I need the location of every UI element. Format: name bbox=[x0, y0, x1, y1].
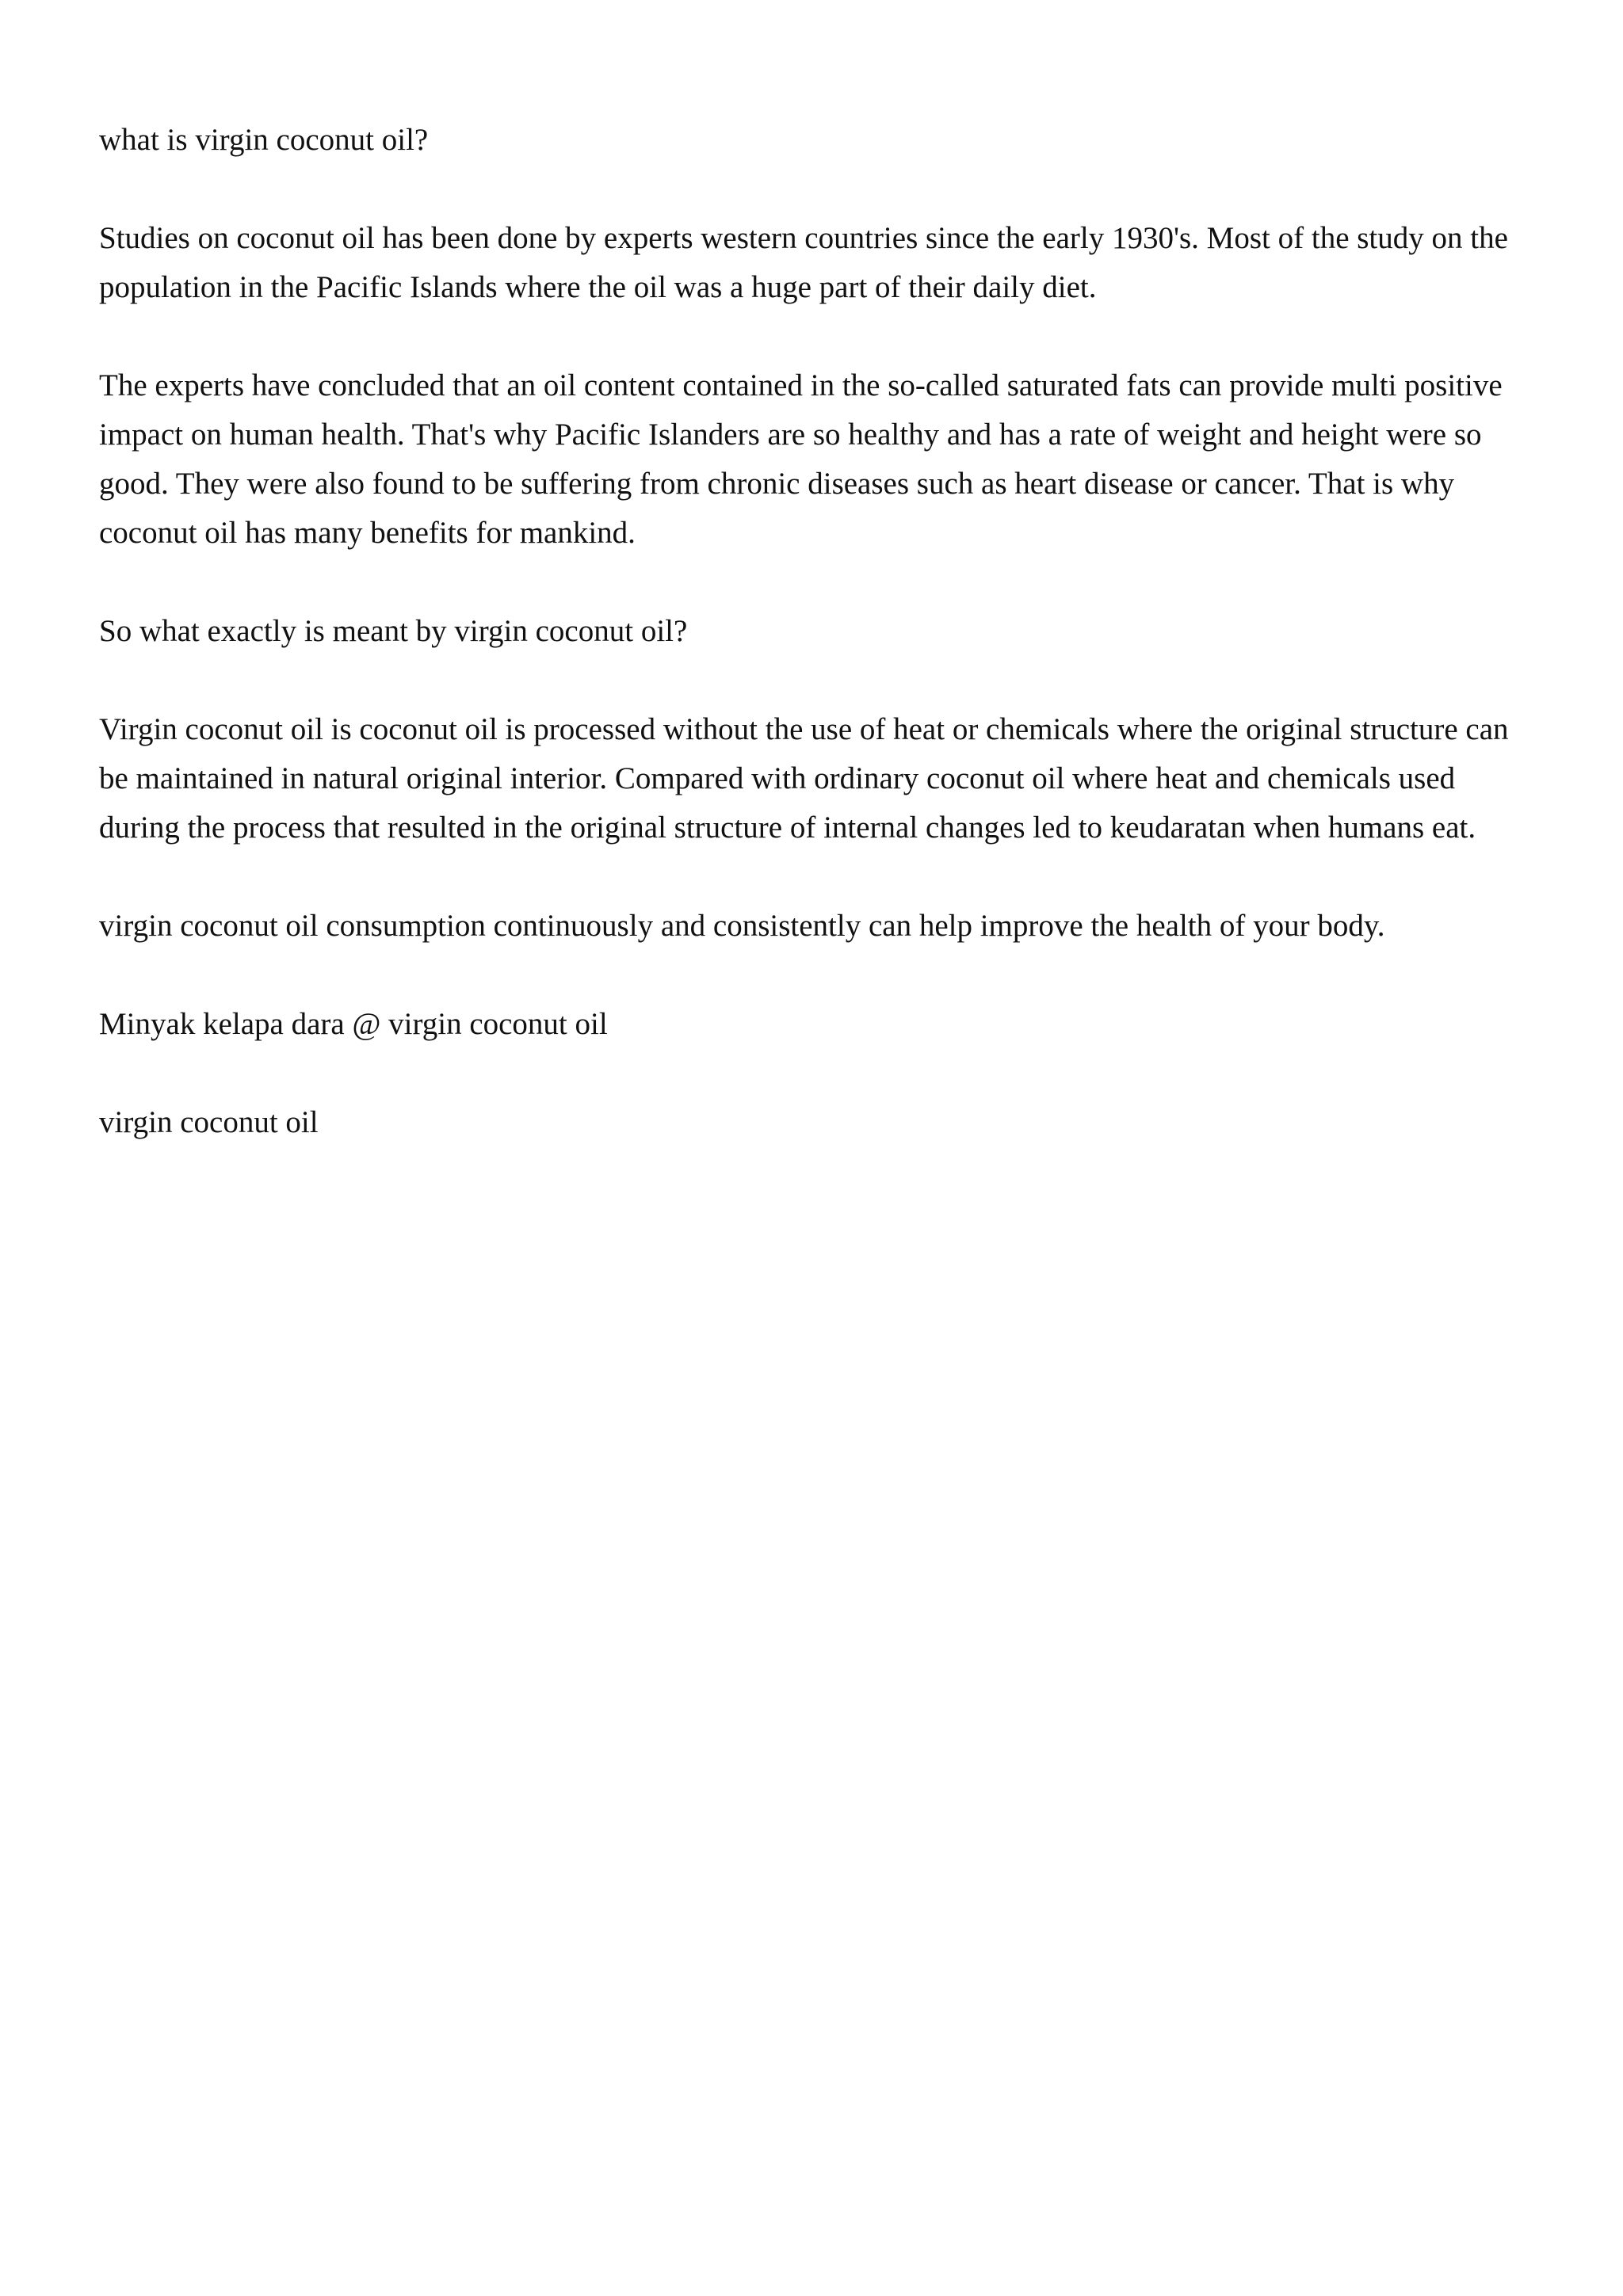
paragraph-question: what is virgin coconut oil? bbox=[99, 123, 429, 157]
paragraph-definition: Virgin coconut oil is coconut oil is processed without the use of heat or chemicals where the original structure can be maintained in natural original interior. Compared with ordinary coconut oil where heat and chemicals used during the process that resulted in the original structure of internal changes led to keudaratan when humans eat. bbox=[99, 712, 1509, 845]
document-body bbox=[99, 116, 1541, 1196]
paragraph-minyak: Minyak kelapa dara @ virgin coconut oil bbox=[99, 1007, 608, 1041]
paragraph-subquestion: So what exactly is meant by virgin coconut oil? bbox=[99, 614, 688, 648]
paragraph-consumption: virgin coconut oil consumption continuously and consistently can help improve the health of your body. bbox=[99, 909, 1385, 943]
paragraph-closing: virgin coconut oil bbox=[99, 1105, 319, 1139]
paragraph-experts: The experts have concluded that an oil content contained in the so-called saturated fats can provide multi positive impact on human health. That's why Pacific Islanders are so healthy and has a rate of weight and height were so good. They were also found to be suffering from chronic diseases such as heart disease or cancer. That is why coconut oil has many benefits for mankind. bbox=[99, 368, 1503, 550]
paragraph-studies: Studies on coconut oil has been done by experts western countries since the early 1930's. Most of the study on the population in the Pacific Islands where the oil was a huge part of their daily diet. bbox=[99, 221, 1508, 304]
